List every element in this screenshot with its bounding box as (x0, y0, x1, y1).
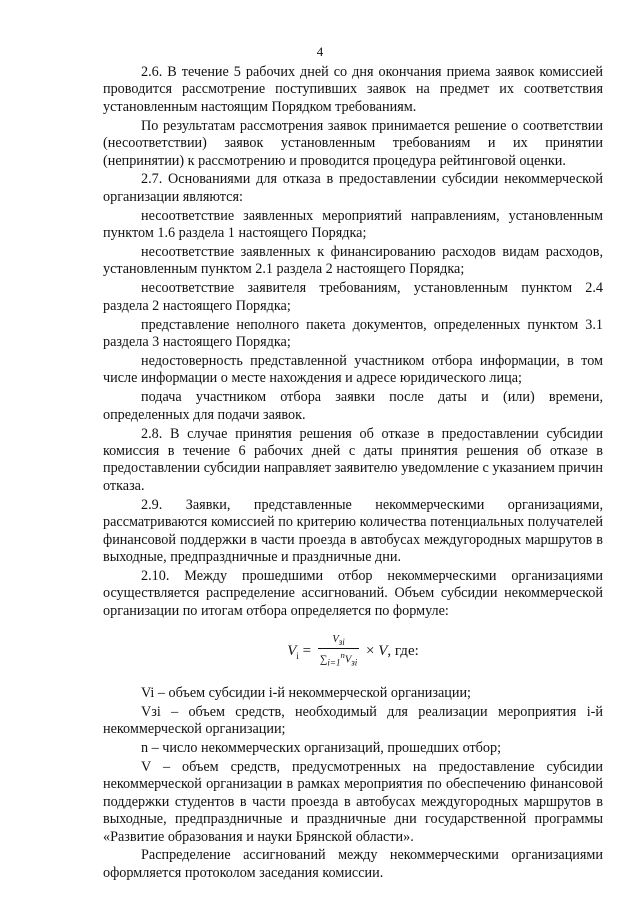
paragraph: 2.9. Заявки, представленные некоммерческими организациями, рассматриваются комиссией по критерию количества потенциальных получателей финансовой поддержки в части проезда в автобусах междугородных маршрутов в выходные, предпраздничные и праздничные дни. (103, 496, 603, 565)
paragraph: 2.6. В течение 5 рабочих дней со дня окончания приема заявок комиссией проводится рассмотрение поступивших заявок на предмет их соответствия установленным настоящим Порядком требованиям. (103, 64, 603, 115)
formula-fraction (318, 634, 359, 669)
formula-lhs-sub: i (296, 650, 299, 661)
paragraphs-bottom (103, 685, 603, 882)
formula-denominator: $\sum_{i=1}^nV_{зi}$ (319, 650, 358, 668)
paragraph: подача участником отбора заявки после даты и (или) времени, определенных для подачи заявок. (103, 389, 603, 423)
formula-suffix: , где: (387, 642, 419, 659)
paragraph: Vi – объем субсидии i-й некоммерческой организации; (141, 684, 471, 701)
paragraph: Vзi – объем средств, необходимый для реализации мероприятия i-й некоммерческой организации; (103, 703, 603, 738)
paragraph: представление неполного пакета документов, определенных пунктом 3.1 раздела 3 настоящего Порядка; (103, 316, 603, 351)
paragraph: 2.10. Между прошедшими отбор некоммерческими организациями осуществляется распределение ассигнований. Объем субсидии некоммерческой организации по итогам отбора определяется по формуле: (103, 567, 603, 619)
page-number: 4 (316, 44, 324, 59)
paragraph: 2.8. В случае принятия решения об отказе в предоставлении субсидии комиссия в течение 6 рабочих дней с даты принятия решения об отказе в предоставлении субсидии направляет заявителю уведомление с указанием причин отказа. (103, 425, 603, 494)
paragraph: несоответствие заявленных к финансированию расходов видам расходов, установленным пунктом 2.1 раздела 2 настоящего Порядка; (103, 244, 603, 278)
subsidy-formula (103, 634, 603, 669)
document-body (103, 64, 603, 884)
paragraph: n – число некоммерческих организаций, прошедших отбор; (141, 740, 502, 756)
paragraph: Распределение ассигнований между некоммерческими организациями оформляется протоколом заседания комиссии. (103, 847, 603, 881)
paragraph: 2.7. Основаниями для отказа в предоставлении субсидии некоммерческой организации являются: (103, 171, 603, 205)
formula-v: V (378, 642, 388, 659)
formula-lhs: V (287, 642, 297, 659)
paragraph: недостоверность представленной участником отбора информации, в том числе информации о месте нахождения и адресе юридического лица; (103, 353, 603, 387)
paragraph: По результатам рассмотрения заявок принимается решение о соответствии (несоответствии) заявок установленным требованиям и их принятии (непринятии) к рассмотрению и проводится процедура рейтинговой оценки. (103, 117, 603, 169)
paragraphs-top (103, 64, 603, 620)
formula-times: × (366, 642, 375, 659)
formula-equals: = (302, 642, 312, 659)
paragraph: несоответствие заявителя требованиям, установленным пунктом 2.4 раздела 2 настоящего Порядка; (103, 280, 603, 314)
formula-numerator: $V_{зi}$ (318, 634, 359, 649)
paragraph: V – объем средств, предусмотренных на предоставление субсидии некоммерческой организации в рамках мероприятия по обеспечению финансовой поддержки студентов в части проезда в автобусах междугородных маршрутов в выходные, предпраздничные и праздничные дни государственной программы «Развитие образования и науки Брянской области». (103, 758, 603, 845)
paragraph: несоответствие заявленных мероприятий направлениям, установленным пунктом 1.6 раздела 1 настоящего Порядка; (103, 207, 603, 242)
